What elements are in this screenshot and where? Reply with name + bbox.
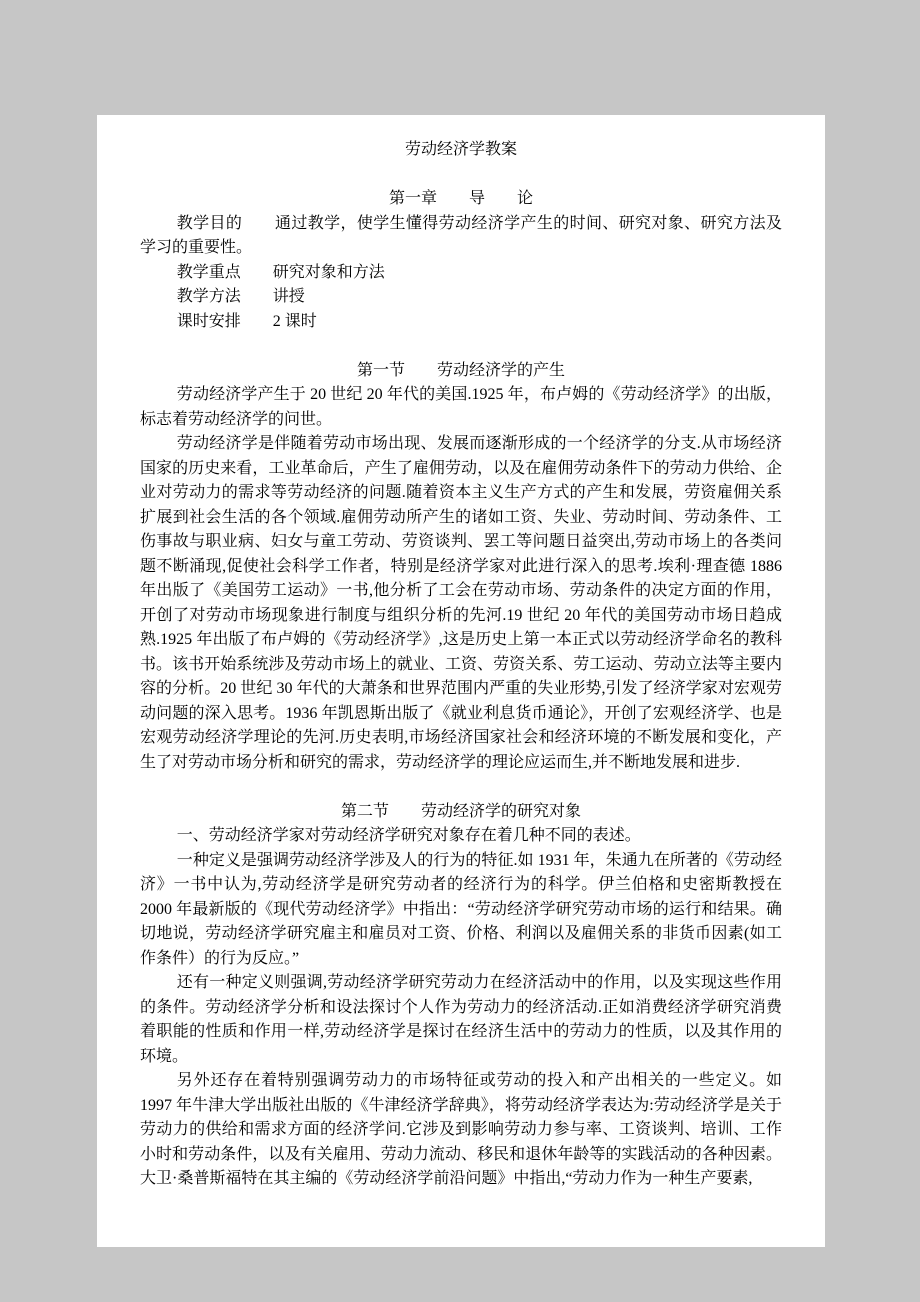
section1-heading: 第一节 劳动经济学的产生 xyxy=(356,361,565,379)
paragraph: 劳动经济学是伴随着劳动市场出现、发展而逐渐形成的一个经济学的分支.从市场经济国家的历史来看，工业革命后，产生了雇佣劳动，以及在雇佣劳动条件下的劳动力供给、企业对劳动力的需求等劳动经济的问题.随着资本主义生产方式的产生和发展，劳资雇佣关系扩展到社会生活的各个领域.雇佣劳动所产生的诸如工资、失业、劳动时间、劳动条件、工伤事故与职业病、妇女与童工劳动、劳资谈判、罢工等问题日益突出,劳动市场上的各类问题不断涌现,促使社会科学工作者，特别是经济学家对此进行深入的思考.埃利·理查德 1886 年出版了《美国劳工运动》一书,他分析了工会在劳动市场、劳动条件的决定方面的作用，开创了对劳动市场现象进行制度与组织分析的先河.19 世纪 20 年代的美国劳动市场日趋成熟.1925 年出版了布卢姆的《劳动经济学》,这是历史上第一本正式以劳动经济学命名的教科书。该书开始系统涉及劳动市场上的就业、工资、劳资关系、劳工运动、劳动立法等主要内容的分析。20 世纪 30 年代的大萧条和世界范围内严重的失业形势,引发了经济学家对宏观劳动问题的深入思考。1936 年凯恩斯出版了《就业利息货币通论》，开创了宏观经济学、也是宏观劳动经济学理论的先河.历史表明,市场经济国家社会和经济环境的不断发展和变化，产生了对劳动市场分析和研究的需求，劳动经济学的理论应运而生,并不断地发展和进步. xyxy=(140,435,782,771)
document-page xyxy=(97,115,825,1247)
paragraph: 劳动经济学产生于 20 世纪 20 年代的美国.1925 年，布卢姆的《劳动经济学》的出版，标志着劳动经济学的问世。 xyxy=(140,386,782,428)
meta-line-teaching-method: 教学方法 讲授 xyxy=(176,288,305,305)
paragraph: 另外还存在着特别强调劳动力的市场特征或劳动的投入和产出相关的一些定义。如 1997 年牛津大学出版社出版的《牛津经济学辞典》，将劳动经济学表达为:劳动经济学是关于劳动力的供给和需求方面的经济学问.它涉及到影响劳动力参与率、工资谈判、培训、工作小时和劳动条件，以及有关雇用、劳动力流动、移民和退休年龄等的实践活动的各种因素。大卫·桑普斯福特在其主编的《劳动经济学前沿问题》中指出,“劳动力作为一种生产要素, xyxy=(140,1072,782,1187)
paragraph: 一种定义是强调劳动经济学涉及人的行为的特征.如 1931 年，朱通九在所著的《劳动经济》一书中认为,劳动经济学是研究劳动者的经济行为的科学。伊兰伯格和史密斯教授在 2000 年最新版的《现代劳动经济学》中指出：“劳动经济学研究劳动市场的运行和结果。确切地说，劳动经济学研究雇主和雇员对工资、价格、利润以及雇佣关系的非货币因素(如工作条件）的行为反应。” xyxy=(140,851,782,967)
meta-line-teaching-focus: 教学重点 研究对象和方法 xyxy=(176,263,385,281)
meta-line-teaching-objective: 教学目的 通过教学，使学生懂得劳动经济学产生的时间、研究对象、研究方法及学习的重要性。 xyxy=(140,214,782,256)
paragraph: 还有一种定义则强调,劳动经济学研究劳动力在经济活动中的作用，以及实现这些作用的条件。劳动经济学分析和设法探讨个人作为劳动力的经济活动.正如消费经济学研究消费着职能的性质和作用一样,劳动经济学是探讨在经济生活中的劳动力的性质，以及其作用的环境。 xyxy=(140,974,782,1065)
meta-line-class-hours: 课时安排 2 课时 xyxy=(176,312,317,330)
paragraph: 一、劳动经济学家对劳动经济学研究对象存在着几种不同的表述。 xyxy=(176,827,641,844)
document-title: 劳动经济学教案 xyxy=(404,141,517,158)
chapter-heading: 第一章 导 论 xyxy=(388,190,533,207)
section2-heading: 第二节 劳动经济学的研究对象 xyxy=(340,802,581,820)
